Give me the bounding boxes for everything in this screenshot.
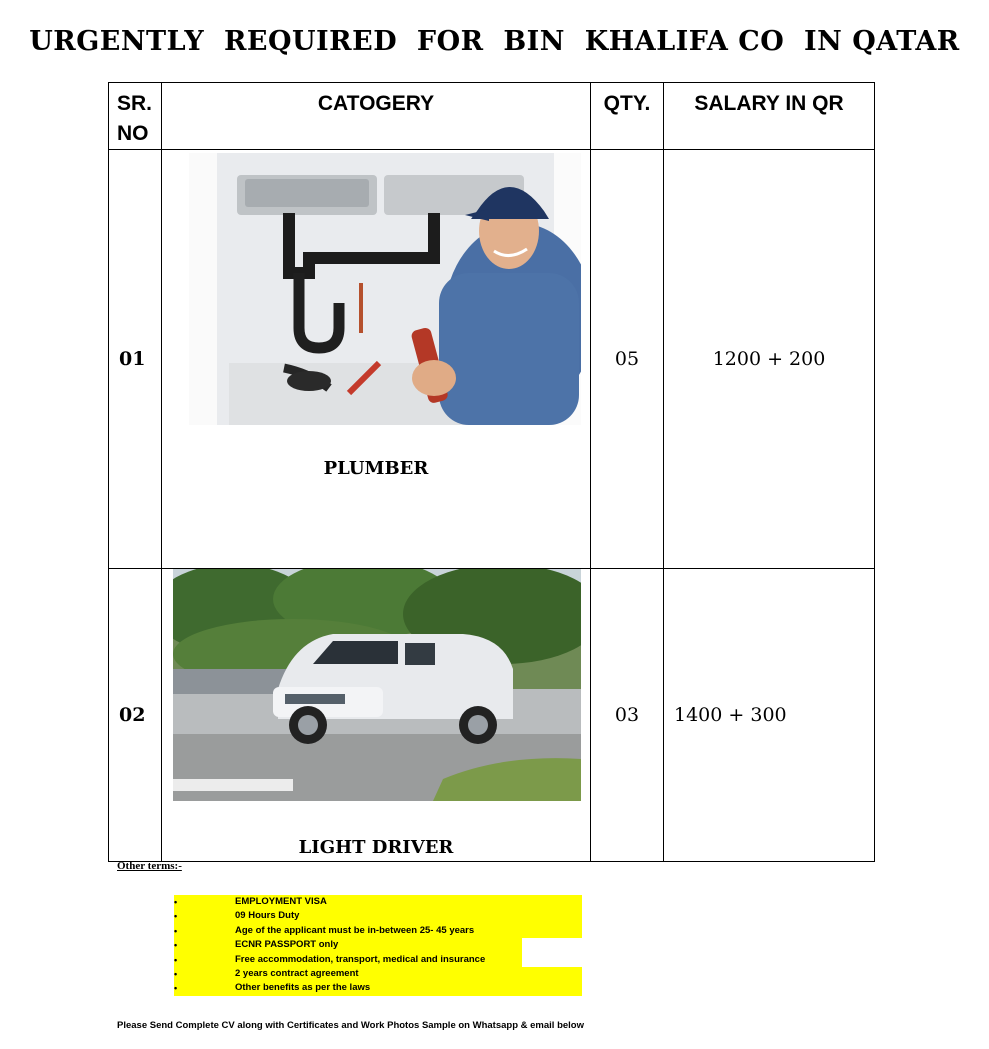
jobs-table <box>108 82 875 862</box>
page-title: URGENTLY REQUIRED FOR BIN KHALIFA CO IN QATAR <box>29 26 960 57</box>
bullet-icon: • <box>174 897 178 907</box>
bullet-icon: • <box>174 968 178 979</box>
row-sr-no: 01 <box>109 150 162 569</box>
table-row <box>109 150 875 569</box>
row-sr-no: 02 <box>109 569 162 862</box>
footer-instructions: Please Send Complete CV along with Certificates and Work Photos Sample on Whatsapp & email below <box>117 1020 584 1031</box>
header-sr-no: SR. NO <box>109 83 162 150</box>
table-row <box>109 569 875 862</box>
bullet-icon: • <box>174 940 178 951</box>
table-header-row <box>109 83 875 150</box>
bullet-icon: • <box>174 925 178 936</box>
category-label: LIGHT DRIVER <box>298 837 454 858</box>
header-salary: SALARY IN QR <box>664 83 875 150</box>
row-salary: 1200 + 200 <box>664 150 875 569</box>
row-qty: 05 <box>591 150 664 569</box>
header-qty: QTY. <box>591 83 664 150</box>
bullet-icon: • <box>174 954 178 965</box>
bullet-icon: • <box>174 911 178 922</box>
category-label: PLUMBER <box>323 458 429 479</box>
row-salary: 1400 + 300 <box>664 569 875 862</box>
bullet-icon: • <box>174 983 178 994</box>
plumber-photo <box>189 153 581 425</box>
row-qty: 03 <box>591 569 664 862</box>
header-category: CATOGERY <box>162 83 591 150</box>
terms-heading: Other terms:- <box>117 860 182 872</box>
row-category-cell <box>162 150 591 569</box>
row-category-cell <box>162 569 591 862</box>
van-photo <box>173 569 581 801</box>
